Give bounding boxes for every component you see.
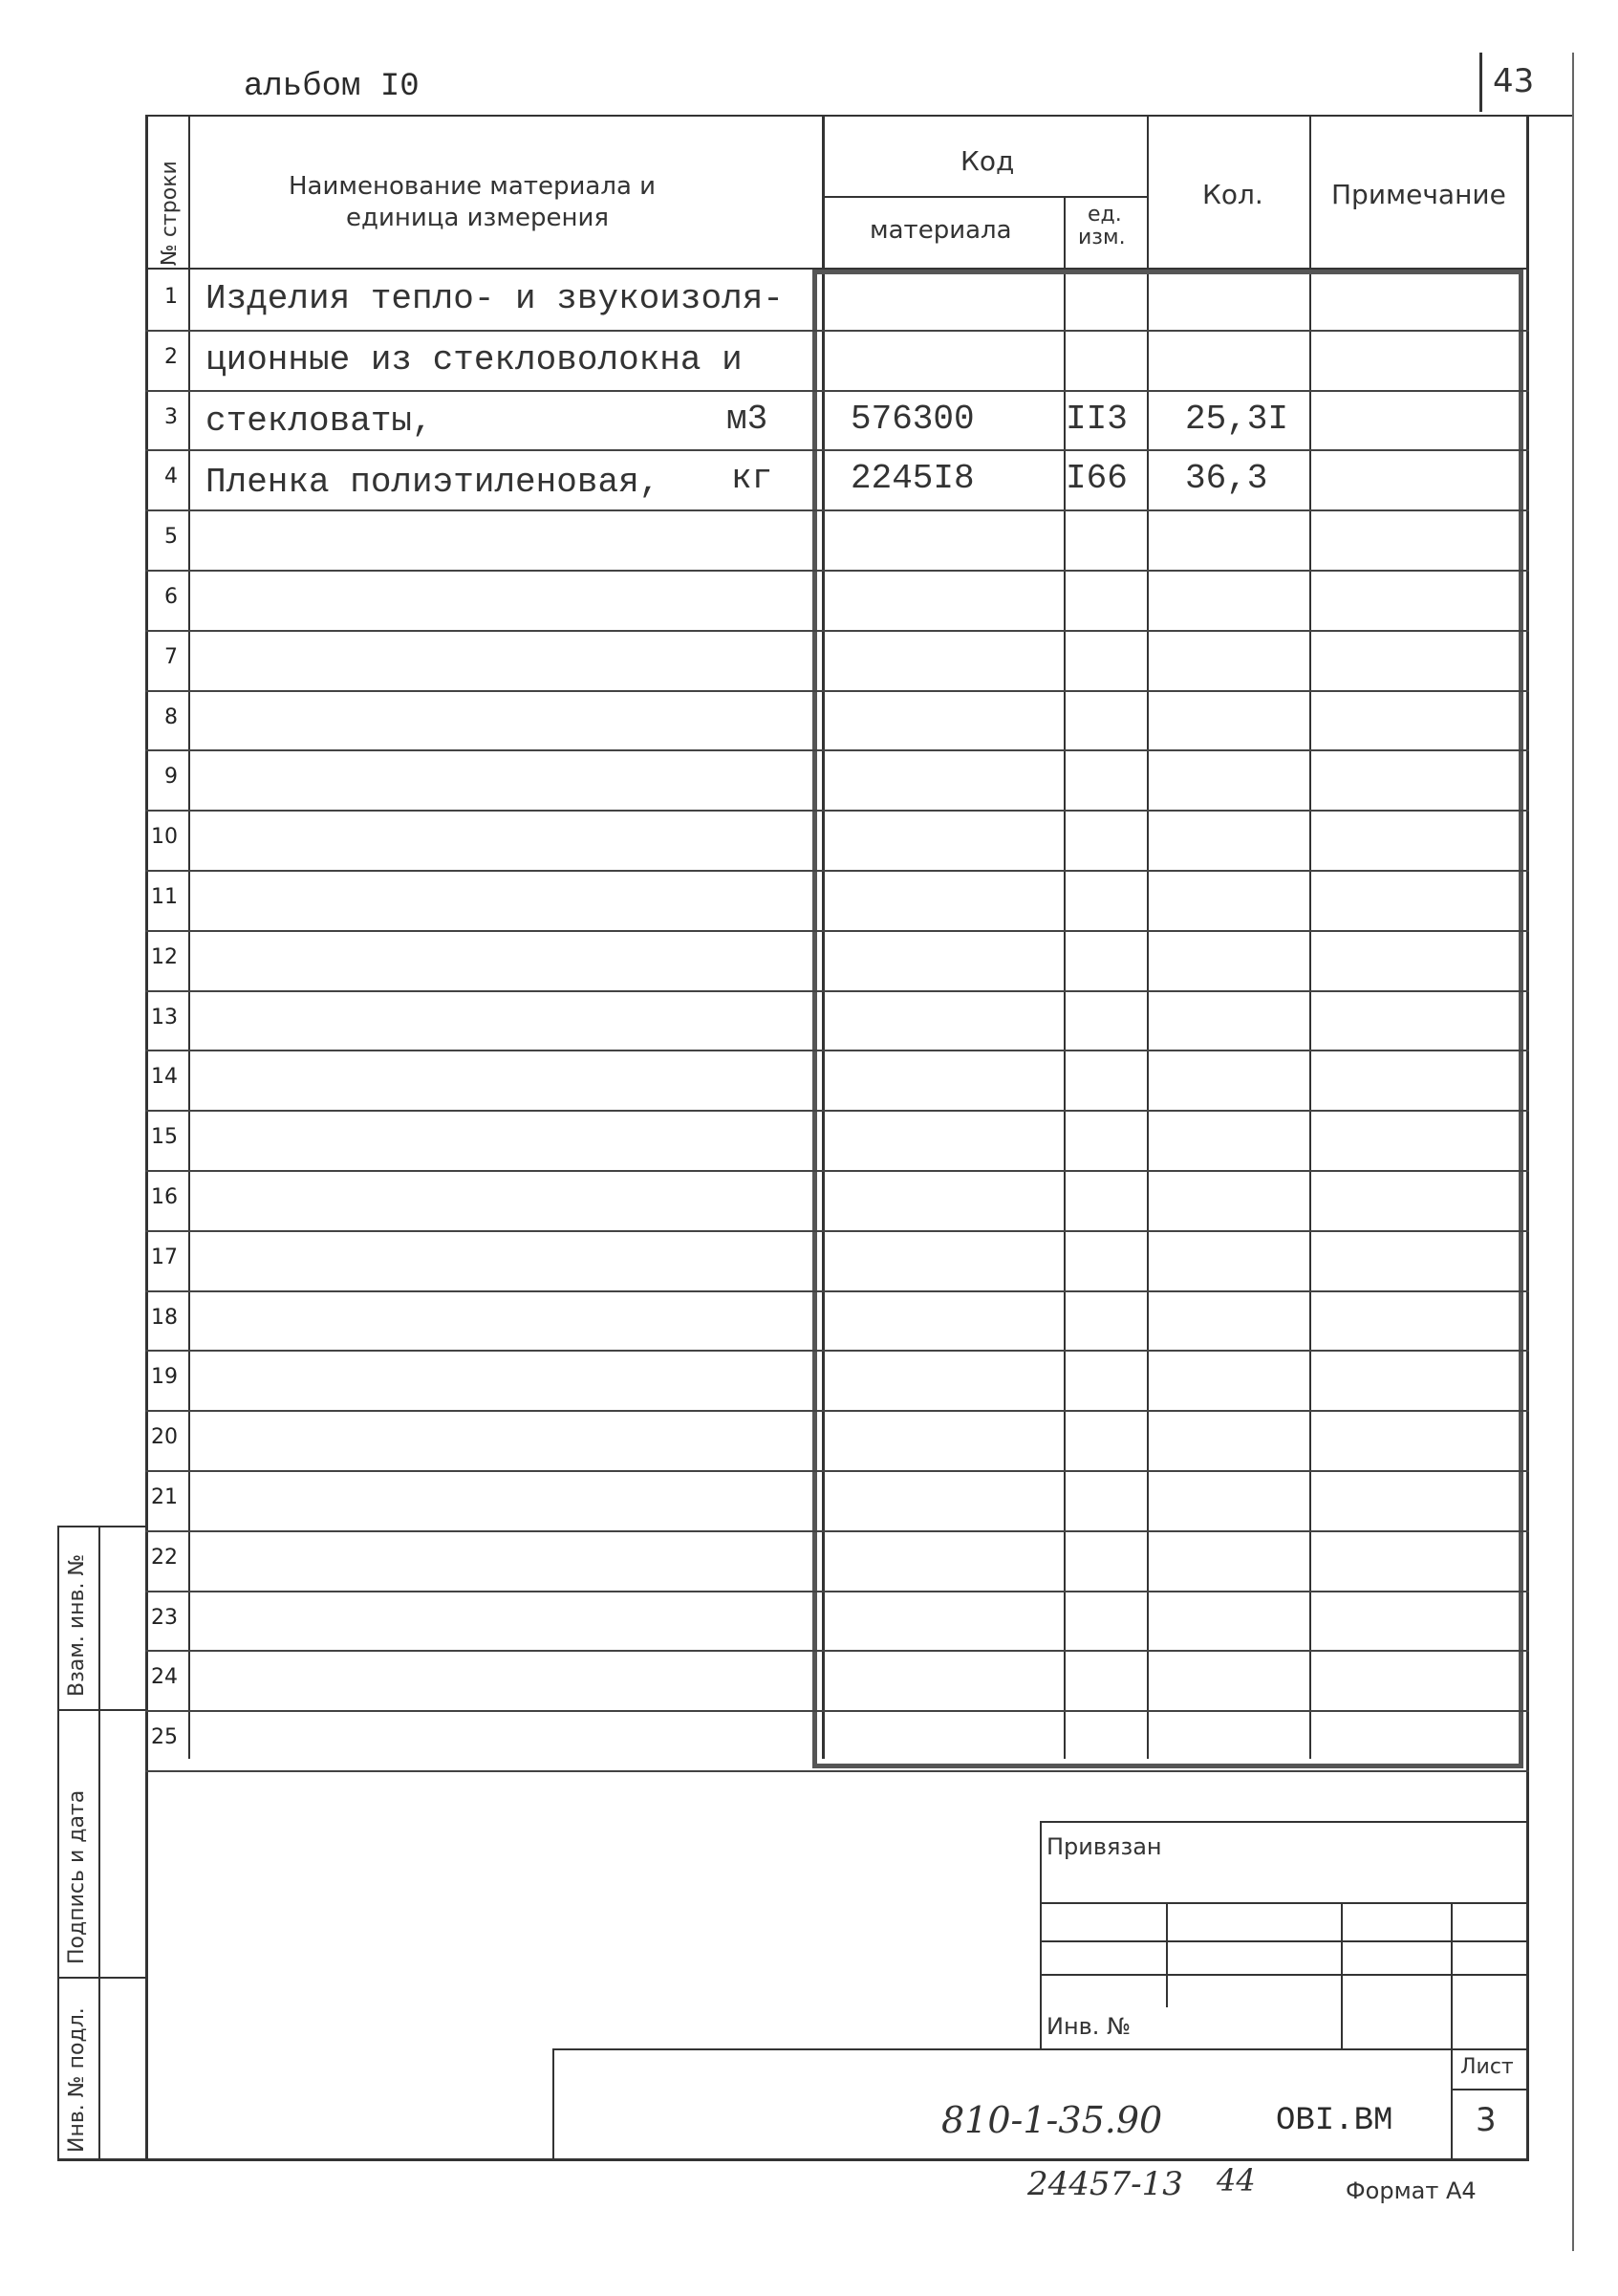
row-separator <box>145 930 1529 932</box>
row2-name: ционные из стекловолокна и <box>205 340 743 379</box>
row-separator <box>145 1710 1529 1712</box>
row4-unit: кг <box>731 459 773 498</box>
row-separator <box>145 990 1529 992</box>
row-separator <box>145 870 1529 872</box>
tb-vert-2 <box>1341 1902 1343 2048</box>
row-number: 16 <box>151 1185 178 1209</box>
row-number: 12 <box>151 945 178 969</box>
side-box-mid <box>98 1526 100 2160</box>
row-number: 24 <box>151 1665 178 1689</box>
footer-handwritten-2: 44 <box>1217 2162 1256 2199</box>
tb-line-d <box>552 2048 1527 2050</box>
tb-vert-3 <box>1451 1902 1453 2160</box>
row-number: 3 <box>164 405 178 429</box>
row-separator <box>145 1650 1529 1652</box>
row-number: 18 <box>151 1306 178 1330</box>
frame-bottom <box>57 2158 1529 2161</box>
row-separator <box>145 330 1529 332</box>
row-separator <box>145 1530 1529 1532</box>
row-number: 1 <box>164 285 178 309</box>
row-number: 13 <box>151 1006 178 1029</box>
row3-code: 576300 <box>851 400 975 439</box>
side-box-sep2 <box>57 1977 145 1979</box>
row-number: 19 <box>151 1365 178 1389</box>
header-note: Примечание <box>1331 179 1506 210</box>
row-separator <box>145 1770 1529 1772</box>
row-separator <box>145 390 1529 392</box>
side-box-left <box>57 1526 59 2160</box>
header-name-line2: единица измерения <box>346 204 610 232</box>
row-separator <box>145 690 1529 692</box>
row-number: 20 <box>151 1425 178 1449</box>
row-separator <box>145 810 1529 812</box>
tb-privyazan-top <box>1040 1821 1527 1823</box>
row-number: 25 <box>151 1725 178 1749</box>
row-number: 17 <box>151 1245 178 1269</box>
row-separator <box>145 1230 1529 1232</box>
row4-name: Пленка полиэтиленовая, <box>205 463 660 502</box>
row-number: 15 <box>151 1125 178 1149</box>
side-box-top <box>57 1526 145 1527</box>
header-code: Код <box>960 145 1015 177</box>
row-separator <box>145 1591 1529 1592</box>
doc-number: 810-1-35.90 <box>941 2099 1163 2141</box>
right-edge-line <box>1572 53 1574 2251</box>
row-number: 23 <box>151 1606 178 1630</box>
row4-unit-code: I66 <box>1066 459 1128 498</box>
row-number: 6 <box>164 585 178 609</box>
privyazan-label: Привязан <box>1046 1833 1162 1860</box>
row-number: 4 <box>164 465 178 488</box>
top-line <box>145 115 1572 117</box>
row-separator <box>145 1410 1529 1412</box>
row-separator <box>145 449 1529 451</box>
row-separator <box>145 570 1529 572</box>
row-separator <box>145 1050 1529 1051</box>
row-separator <box>145 630 1529 632</box>
row-separator <box>145 1290 1529 1292</box>
row-number: 8 <box>164 705 178 729</box>
frame-left <box>145 115 148 2160</box>
format-label: Формат А4 <box>1346 2177 1477 2204</box>
row-separator <box>145 509 1529 511</box>
album-label: альбом I0 <box>244 69 420 105</box>
tb-vert-1 <box>1166 1902 1168 2007</box>
row-number: 11 <box>151 885 178 909</box>
row-number: 9 <box>164 765 178 789</box>
row-number: 2 <box>164 345 178 369</box>
header-unit-line1: ед. <box>1088 203 1122 227</box>
row3-qty: 25,3I <box>1185 400 1289 439</box>
col-rowno-sep <box>188 115 190 1759</box>
tb-list-split <box>1451 2089 1527 2090</box>
list-label: Лист <box>1460 2055 1514 2079</box>
side-label-podpis: Подпись и дата <box>65 1789 89 1964</box>
side-label-inv-podl: Инв. № подл. <box>65 2007 89 2153</box>
row-separator <box>145 1170 1529 1172</box>
page-number: 43 <box>1493 62 1535 100</box>
row-separator <box>145 1350 1529 1352</box>
header-unit-line2: изм. <box>1078 226 1126 249</box>
tb-line-a <box>1040 1902 1527 1904</box>
row-number: 5 <box>164 525 178 549</box>
header-row-no: № строки <box>158 161 182 266</box>
row3-unit-code: II3 <box>1066 400 1128 439</box>
side-box-sep1 <box>57 1709 145 1711</box>
hdr-row-split <box>824 196 1147 198</box>
tb-privyazan-left <box>1040 1821 1042 2050</box>
header-material: материала <box>870 216 1012 245</box>
row4-qty: 36,3 <box>1185 459 1268 498</box>
row1-name: Изделия тепло- и звукоизоля- <box>205 279 784 318</box>
row-number: 7 <box>164 645 178 669</box>
row4-code: 2245I8 <box>851 459 975 498</box>
row-number: 10 <box>151 825 178 849</box>
header-name-line1: Наименование материала и <box>289 172 657 201</box>
footer-handwritten: 24457-13 <box>1027 2165 1183 2203</box>
row3-unit: м3 <box>726 400 768 439</box>
doc-code: OBI.BM <box>1276 2103 1393 2139</box>
inv-no-label: Инв. № <box>1046 2013 1132 2040</box>
row-separator <box>145 1470 1529 1472</box>
row-number: 21 <box>151 1485 178 1509</box>
tb-line-c <box>1040 1974 1527 1976</box>
row-number: 22 <box>151 1546 178 1570</box>
tb-big-left <box>552 2048 554 2160</box>
row-number: 14 <box>151 1065 178 1089</box>
row3-name: стекловаты, <box>205 401 433 441</box>
tb-line-b <box>1040 1940 1527 1942</box>
frame-right <box>1526 115 1529 2160</box>
row-separator <box>145 749 1529 751</box>
list-value: 3 <box>1476 2101 1497 2139</box>
side-label-vzam: Взам. инв. № <box>65 1553 89 1697</box>
row-separator <box>145 1110 1529 1112</box>
header-qty: Кол. <box>1202 179 1263 210</box>
page-number-box-left <box>1479 53 1482 112</box>
